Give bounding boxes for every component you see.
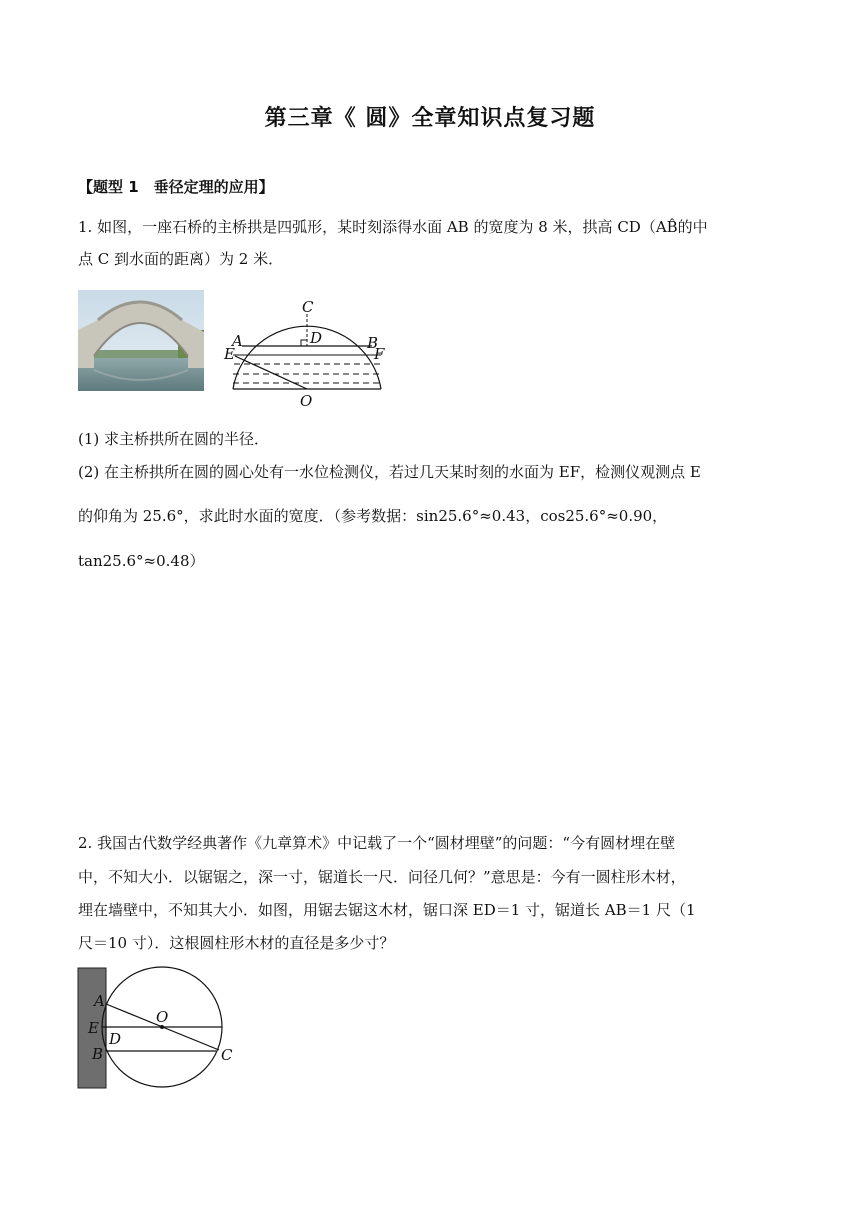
label-E: E bbox=[88, 1019, 99, 1037]
section-heading-1: 【题型 1 垂径定理的应用】 bbox=[78, 178, 274, 196]
label-B: B bbox=[92, 1045, 104, 1063]
bridge-arch-diagram bbox=[222, 296, 390, 412]
label-E: E bbox=[224, 345, 235, 363]
q2-text-line4: 尺＝10 寸）．这根圆柱形木材的直径是多少寸？ bbox=[78, 934, 395, 952]
label-C: C bbox=[302, 298, 314, 316]
label-D: D bbox=[310, 329, 323, 347]
label-O: O bbox=[300, 392, 313, 410]
q1-text-line2: 点 C 到水面的距离）为 2 米． bbox=[78, 250, 284, 268]
wood-in-wall-diagram bbox=[76, 966, 246, 1090]
page-title: 第三章《 圆》全章知识点复习题 bbox=[264, 106, 596, 131]
label-A: A bbox=[232, 332, 243, 350]
label-C: C bbox=[221, 1046, 233, 1064]
q1-text-line1: 1. 如图，一座石桥的主桥拱是四弧形，某时刻添得水面 AB 的宽度为 8 米，拱高 CD（AB̂的中 bbox=[78, 218, 708, 236]
q1-part2-line2: 的仰角为 25.6°，求此时水面的宽度．（参考数据：sin25.6°≈0.43，cos25.6°≈0.90， bbox=[78, 507, 668, 525]
stone-bridge-photo bbox=[78, 290, 204, 391]
label-A: A bbox=[94, 992, 105, 1010]
label-B: B bbox=[367, 334, 379, 352]
q1-part1: (1) 求主桥拱所在圆的半径． bbox=[78, 430, 270, 448]
q2-text-line3: 埋在墙壁中，不知其大小．如图，用锯去锯这木材，锯口深 ED＝1 寸，锯道长 AB＝1 尺（1 bbox=[78, 901, 696, 919]
label-D: D bbox=[109, 1030, 122, 1048]
q2-text-line1: 2. 我国古代数学经典著作《九章算术》中记载了一个“圆材埋壁”的问题：“今有圆材埋在壁 bbox=[78, 834, 676, 852]
label-O: O bbox=[156, 1008, 169, 1026]
label-F: F bbox=[374, 345, 385, 363]
q1-part2-line3: tan25.6°≈0.48） bbox=[78, 552, 205, 570]
q2-text-line2: 中，不知大小．以锯锯之，深一寸，锯道长一尺．问径几何？”意思是：今有一圆柱形木材， bbox=[78, 868, 686, 886]
q1-part2-line1: (2) 在主桥拱所在圆的圆心处有一水位检测仪，若过几天某时刻的水面为 EF，检测仪观测点 E bbox=[78, 463, 701, 481]
